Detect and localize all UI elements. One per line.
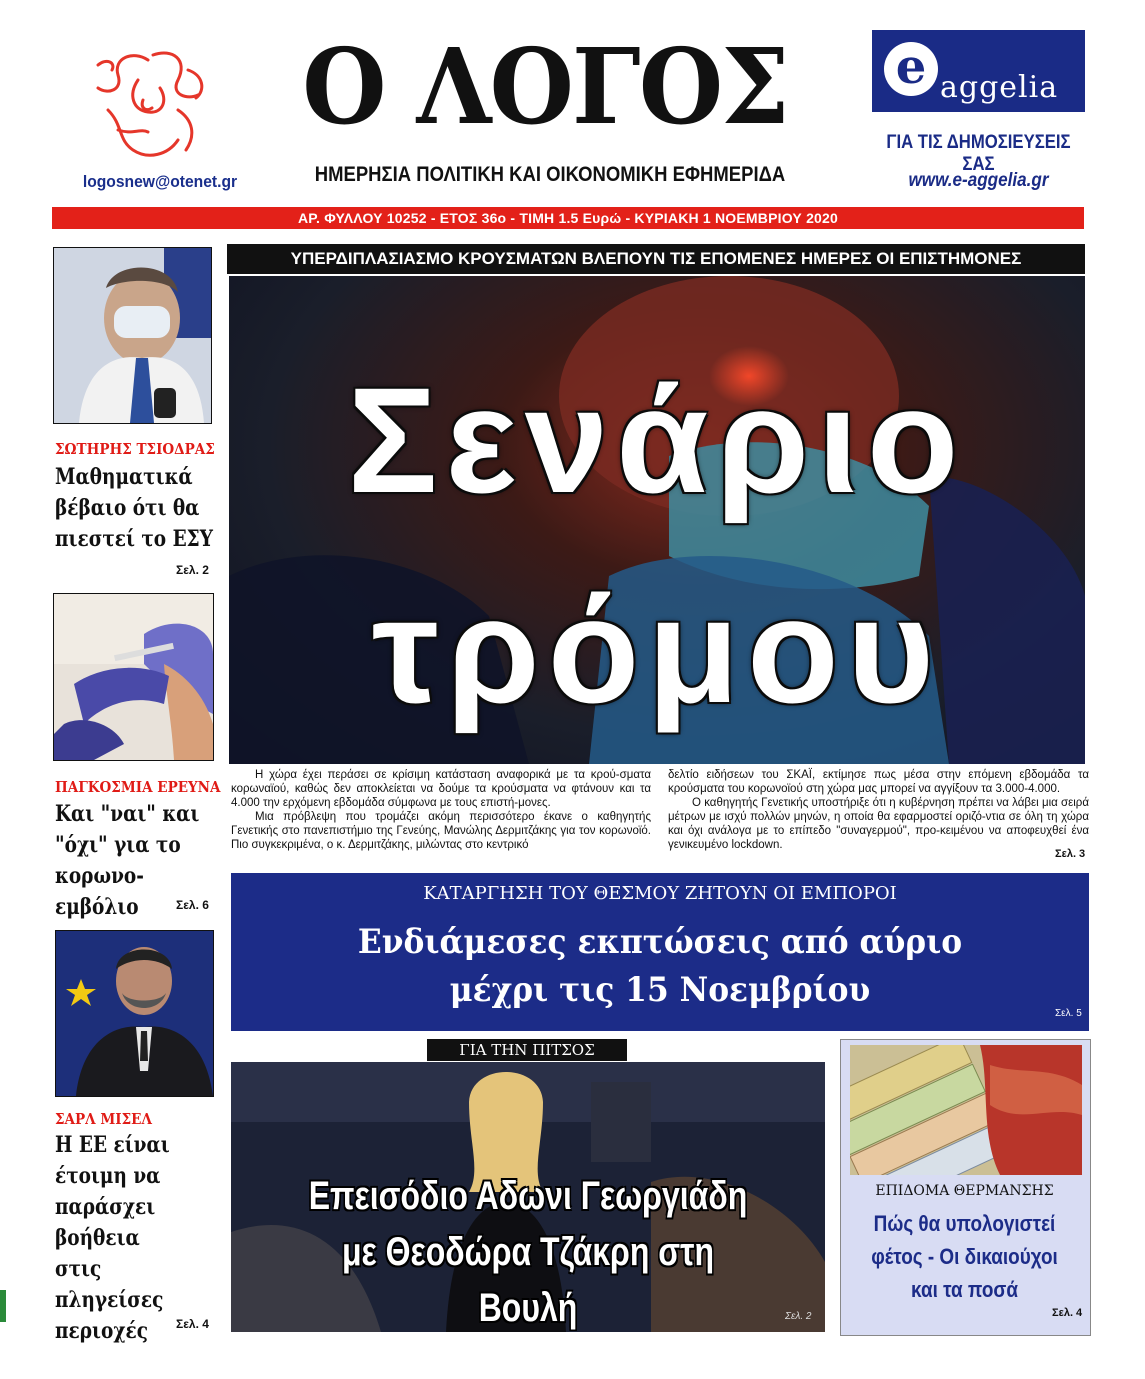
page-reference: Σελ. 3 — [1055, 848, 1086, 860]
sidebar-item-label: ΣΩΤΗΡΗΣ ΤΣΙΟΔΡΑΣ — [55, 440, 215, 458]
sales-story-kicker: ΚΑΤΑΡΓΗΣΗ ΤΟΥ ΘΕΣΜΟΥ ΖΗΤΟΥΝ ΟΙ ΕΜΠΟΡΟΙ — [423, 883, 897, 904]
newspaper-subtitle: ΗΜΕΡΗΣΙΑ ΠΟΛΙΤΙΚΗ ΚΑΙ ΟΙΚΟΝΟΜΙΚΗ ΕΦΗΜΕΡΙΔΑ — [314, 163, 786, 186]
photo-michel — [55, 930, 214, 1097]
page-reference: Σελ. 2 — [785, 1311, 812, 1322]
main-story-column-2: δελτίο ειδήσεων του ΣΚΑΪ, εκτίμησε πως μέσα στην επόμενη εβδομάδα τα κρούσματα του κορωνοϊού στη χώρα μας μπορεί να αγγίξουν τα 3.000-4.000. Ο καθηγητής Γενετικής υποστήριξε ότι η κυβέρνηση πρέπει να λάβει μια σειρά μέτρων με ισχύ πολλών μηνών, η οποία θα εφαρμοστεί οριζό-ντια σε όλη τη χώρα και όχι ανάλογα με το επίπεδο "συναγερμού", προ-κειμένου να αποφευχθεί ένα γενικευμένο lockdown. — [668, 769, 1089, 851]
heating-allowance-label: ΕΠΙΔΟΜΑ ΘΕΡΜΑΝΣΗΣ — [875, 1183, 1054, 1199]
main-story-column-1: Η χώρα έχει περάσει σε κρίσιμη κατάσταση αναφορικά με τα κρού-σματα κορωναϊού, καθώς δεν αποκλείεται να δούμε τα κρούσματα να φτάνουν και τα 4.000 την ερχόμενη εβδομάδα σύμφωνα με τους επιστή-μονες. Μια πρόβλεψη που τρομάζει ακόμη περισσότερο έκανε ο καθηγητής Γενετικής στο πανεπιστήμιο της Γενεύης, Μανώλης Δερμιτζάκης για τον κορωνοϊό. Πιο συγκεκριμένα, ο κ. Δερμιτζάκης, μιλώντας στο κεντρικό — [231, 769, 651, 851]
e-logo-icon: e — [884, 42, 938, 96]
page-reference: Σελ. 6 — [176, 898, 209, 912]
newspaper-title: Ο ΛΟΓΟΣ — [302, 25, 788, 148]
contact-email[interactable]: logosnew@otenet.gr — [82, 172, 238, 191]
ad-brand-word: aggelia — [940, 70, 1059, 105]
sidebar-item-headline[interactable]: Και "ναι" και "όχι" για το κορωνο-εμβόλιο — [55, 801, 200, 920]
photo-tsiodras — [53, 247, 212, 424]
page-reference: Σελ. 2 — [176, 563, 209, 577]
sidebar-item-headline[interactable]: Μαθηματικά βέβαιο ότι θα πιεστεί το ΕΣΥ — [55, 464, 213, 552]
edge-marker — [0, 1290, 6, 1322]
ad-caption: ΓΙΑ ΤΙΣ ΔΗΜΟΣΙΕΥΣΕΙΣ ΣΑΣ — [886, 132, 1071, 175]
main-headline-line-2: τρόμου — [371, 566, 943, 734]
two-faces-logo-icon — [78, 40, 218, 168]
main-headline-line-1: Σενάριο — [347, 356, 967, 524]
bottom-story-kicker: ΓΙΑ ΤΗΝ ΠΙΤΣΟΣ — [427, 1039, 627, 1061]
page-reference: Σελ. 4 — [1052, 1307, 1083, 1319]
newspaper-logo-figure — [78, 40, 218, 168]
page-reference: Σελ. 4 — [176, 1317, 209, 1331]
sidebar-item-label: ΣΑΡΛ ΜΙΣΕΛ — [55, 1110, 152, 1128]
bottom-story-headline[interactable]: Επεισόδιο Αδωνι Γεωργιάδη με Θεοδώρα Τζάκρη στη Βουλή — [308, 1174, 748, 1330]
sidebar-item-headline[interactable]: Η ΕΕ είναι έτοιμη να παράσχει βοήθεια στις πληγείσες περιοχές — [55, 1132, 170, 1344]
sidebar-item-label: ΠΑΓΚΟΣΜΙΑ ΕΡΕΥΝΑ — [55, 778, 221, 796]
heating-allowance-headline: Πώς θα υπολογιστεί φέτος - Οι δικαιούχοι και τα ποσά — [871, 1211, 1058, 1302]
photo-vaccine — [53, 593, 214, 761]
main-story-kicker: ΥΠΕΡΔΙΠΛΑΣΙΑΣΜΟ ΚΡΟΥΣΜΑΤΩΝ ΒΛΕΠΟΥΝ ΤΙΣ ΕΠΟΜΕΝΕΣ ΗΜΕΡΕΣ ΟΙ ΕΠΙΣΤΗΜΟΝΕΣ — [227, 244, 1085, 274]
euro-banknotes-photo — [850, 1045, 1082, 1175]
issue-info: ΑΡ. ΦΥΛΛΟΥ 10252 - ΕΤΟΣ 36ο - ΤΙΜΗ 1.5 Ευρώ - ΚΥΡΙΑΚΗ 1 ΝΟΕΜΒΡΙΟΥ 2020 — [297, 210, 839, 226]
ad-url[interactable]: www.e-aggelia.gr — [908, 170, 1049, 191]
sales-story-headline: Ενδιάμεσες εκπτώσεις από αύριο μέχρι τις 15 Νοεμβρίου — [357, 922, 963, 1010]
page-reference: Σελ. 5 — [1055, 1008, 1082, 1019]
